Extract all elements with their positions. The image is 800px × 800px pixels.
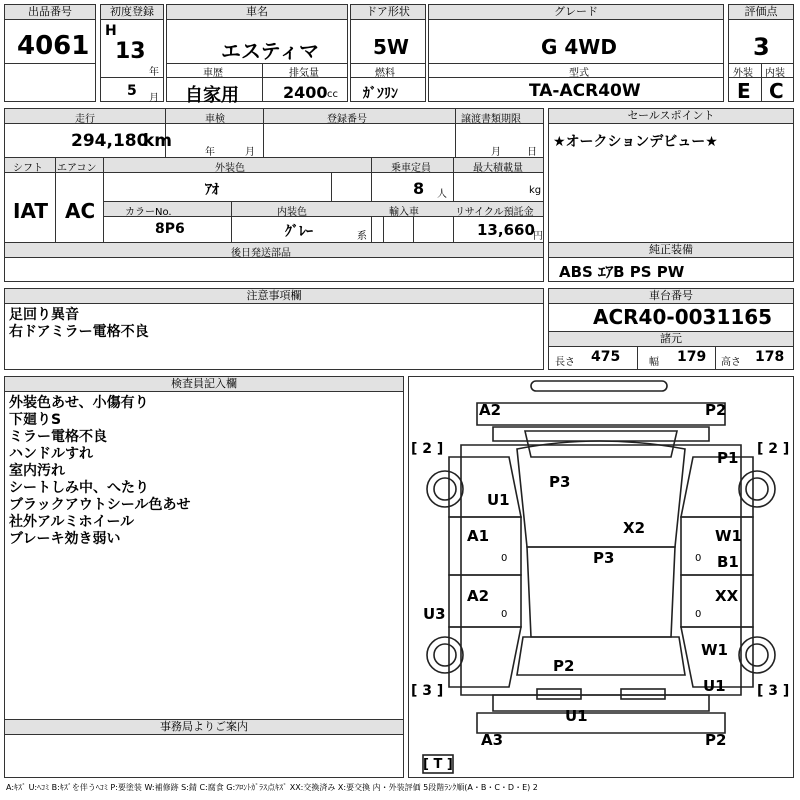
tire-label: [ 3 ]	[757, 683, 790, 699]
score: 3	[753, 33, 770, 61]
interior-color-label: 内装色	[277, 207, 307, 218]
score-box	[728, 4, 794, 102]
zero-mark: 0	[695, 609, 702, 620]
note-line: 足回り異音	[9, 307, 79, 323]
office-label: 事務局よりご案内	[5, 720, 403, 735]
transfer-day: 日	[527, 147, 537, 158]
chassis-label: 車台番号	[549, 289, 793, 304]
legend: A:ｷｽﾞ U:ﾍｺﾐ B:ｷｽﾞを伴うﾍｺﾐ P:要塗装 W:補修跡 S:錆 C:腐食 G:ﾌﾛﾝﾄｶﾞﾗｽ点ｷｽﾞ XX:交換済み X:要交換 内・外装評価 5段階ﾗﾝｸ順(A・B・C・D・E) 2	[6, 783, 538, 792]
car-name-box	[166, 4, 348, 106]
dims-label: 諸元	[549, 332, 793, 347]
recycle-fee: 13,660	[477, 221, 535, 239]
tire-label: [ 2 ]	[411, 441, 444, 457]
inspector-label: 検査員記入欄	[5, 377, 403, 392]
color-label: 外装色	[215, 163, 245, 174]
equipment: ABS ｴｱB PS PW	[559, 263, 685, 281]
equipment-label: 純正装備	[549, 243, 793, 258]
grade: G 4WD	[541, 35, 617, 59]
inspector-line: 社外アルミホイール	[9, 514, 135, 530]
damage-mark: A1	[467, 527, 490, 545]
inspector-line: シートしみ中、へたり	[9, 480, 149, 496]
damage-mark: W1	[715, 527, 742, 545]
damage-mark: W1	[701, 641, 728, 659]
damage-mark: B1	[717, 553, 739, 571]
fuel: ｶﾞｿﾘﾝ	[363, 86, 398, 102]
damage-mark: X2	[623, 519, 646, 537]
first-reg-month: 5	[127, 83, 137, 99]
import-label: 輸入車	[389, 207, 419, 218]
damage-mark: A2	[467, 587, 490, 605]
zero-mark: 0	[695, 553, 702, 564]
damage-mark: P1	[717, 449, 739, 467]
inspector-line: 下廻りS	[9, 412, 62, 428]
capacity-label: 乗車定員	[391, 163, 431, 174]
interior-color: ｸﾞﾚｰ	[285, 224, 313, 240]
inspector-line: ブラックアウトシール色あせ	[9, 497, 191, 513]
damage-mark: U1	[703, 677, 726, 695]
exterior-label: 外装	[733, 68, 753, 79]
height: 178	[755, 349, 785, 365]
note-line: 右ドアミラー電格不良	[9, 324, 149, 340]
length: 475	[591, 349, 621, 365]
interior-label: 内装	[765, 68, 785, 79]
capacity-unit: 人	[437, 189, 447, 200]
length-label: 長さ	[555, 357, 575, 368]
inspection-label: 車検	[205, 114, 225, 125]
later-parts-label: 後日発送部品	[231, 248, 291, 259]
displacement: 2400	[283, 83, 328, 102]
notes-lines	[9, 307, 149, 341]
era: H	[105, 23, 117, 39]
recycle-unit: 円	[533, 231, 543, 242]
car-name-label: 車名	[167, 5, 347, 20]
zero-mark: 0	[501, 609, 508, 620]
chassis-box	[548, 288, 794, 370]
lot-number-label: 出品番号	[5, 5, 95, 20]
inspector-lines	[9, 395, 190, 548]
first-reg-year: 13	[115, 39, 146, 64]
grade-box	[428, 4, 724, 102]
interior-grade: C	[769, 79, 784, 103]
car-diagram	[409, 377, 793, 777]
vehicle-details-box	[4, 108, 544, 282]
damage-mark: P3	[593, 549, 615, 567]
lot-number: 4061	[17, 31, 90, 61]
grade-label: グレード	[429, 5, 723, 20]
reg-number-label: 登録番号	[327, 114, 367, 125]
colorno: 8P6	[155, 221, 185, 237]
transfer-deadline-label: 譲渡書類期限	[461, 114, 521, 125]
displacement-unit: cc	[327, 89, 338, 100]
colorno-label: カラーNo.	[125, 207, 172, 218]
exterior-grade: E	[737, 79, 751, 103]
inspector-line: ブレーキ効き弱い	[9, 531, 121, 547]
notes-label: 注意事項欄	[5, 289, 543, 304]
first-registration-box	[100, 4, 164, 102]
history: 自家用	[185, 85, 239, 106]
mileage-label: 走行	[75, 114, 95, 125]
color: ｱｵ	[205, 182, 219, 198]
car-diagram-box	[408, 376, 794, 778]
recycle-label: リサイクル預託金	[455, 207, 534, 218]
inspector-box	[4, 376, 404, 778]
month-unit: 月	[149, 93, 159, 104]
damage-mark: P2	[553, 657, 575, 675]
door-label: ドア形状	[351, 5, 425, 20]
inspection-month: 月	[245, 147, 255, 158]
inspector-line: ミラー電格不良	[9, 429, 107, 445]
maxload-unit: kg	[529, 185, 542, 196]
damage-mark: XX	[715, 587, 739, 605]
capacity: 8	[413, 179, 425, 198]
sales-point-label: セールスポイント	[549, 109, 793, 124]
history-label: 車歴	[203, 68, 223, 79]
tire-label: [ T ]	[423, 757, 453, 772]
inspector-line: ハンドルすれ	[9, 446, 93, 462]
shift-label: シフト	[13, 163, 43, 174]
maxload-label: 最大積載量	[473, 163, 523, 174]
door: 5W	[373, 35, 409, 59]
tire-label: [ 3 ]	[411, 683, 444, 699]
ac: AC	[65, 199, 96, 223]
car-name: エスティマ	[221, 39, 319, 63]
lot-number-box	[4, 4, 96, 102]
fuel-label: 燃料	[375, 68, 395, 79]
tire-label: [ 2 ]	[757, 441, 790, 457]
score-label: 評価点	[729, 5, 793, 20]
damage-mark: A2	[479, 401, 502, 419]
width-label: 幅	[649, 357, 659, 368]
model: TA-ACR40W	[529, 81, 641, 101]
year-unit: 年	[149, 67, 159, 78]
height-label: 高さ	[721, 357, 741, 368]
damage-mark: U3	[423, 605, 446, 623]
sales-point-box	[548, 108, 794, 282]
first-registration-label: 初度登録	[101, 5, 163, 20]
interior-color-unit: 系	[357, 231, 367, 242]
damage-mark: U1	[565, 707, 588, 725]
damage-mark: P3	[549, 473, 571, 491]
inspection-year: 年	[205, 147, 215, 158]
notes-box	[4, 288, 544, 370]
displacement-label: 排気量	[289, 68, 319, 79]
inspector-line: 外装色あせ、小傷有り	[9, 395, 149, 411]
damage-mark: P2	[705, 401, 727, 419]
door-box	[350, 4, 426, 102]
chassis-number: ACR40-0031165	[593, 305, 773, 329]
damage-mark: P2	[705, 731, 727, 749]
damage-mark: A3	[481, 731, 504, 749]
sales-point: ★オークションデビュー★	[553, 134, 718, 150]
mileage: 294,180	[71, 131, 149, 151]
damage-mark: U1	[487, 491, 510, 509]
mileage-unit: km	[143, 131, 173, 151]
inspector-line: 室内汚れ	[9, 463, 65, 479]
model-label: 型式	[569, 68, 589, 79]
ac-label: エアコン	[57, 163, 97, 174]
shift: IAT	[13, 199, 49, 223]
zero-mark: 0	[501, 553, 508, 564]
width: 179	[677, 349, 707, 365]
transfer-month: 月	[491, 147, 501, 158]
